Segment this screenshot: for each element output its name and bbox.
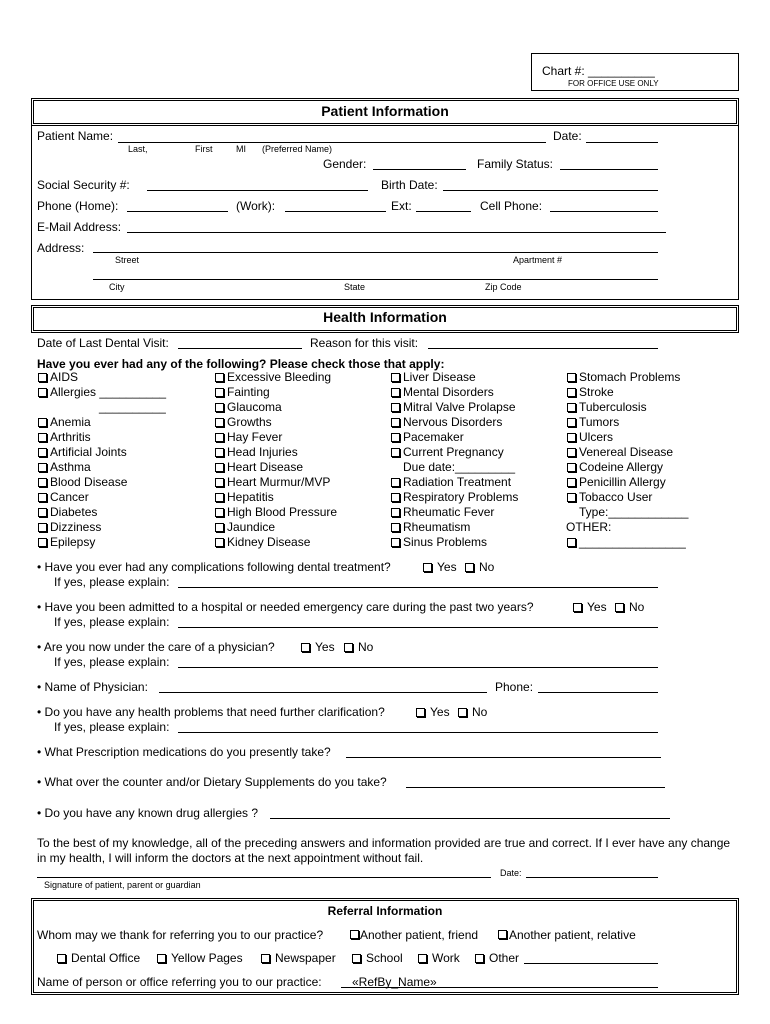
health-problems-explain-field[interactable] [178,732,658,733]
drug-allergies-field[interactable] [270,818,670,819]
checkbox-icon [391,493,400,502]
hospital-yes-label: Yes [587,600,607,614]
condition-diabetes[interactable]: Diabetes [37,505,166,520]
referral-relative-checkbox[interactable] [498,930,507,939]
checkbox-icon [215,373,224,382]
condition-glaucoma[interactable]: Glaucoma [214,400,337,415]
sub-last: Last, [128,144,148,154]
checkbox-icon [567,373,576,382]
checkbox-icon [38,418,47,427]
checkbox-icon [38,508,47,517]
condition-anemia[interactable]: Anemia [37,415,166,430]
birth-date-field[interactable] [443,190,658,191]
physician-care-yes-checkbox[interactable] [301,643,310,652]
reason-field[interactable] [428,348,658,349]
condition-fainting[interactable]: Fainting [214,385,337,400]
conditions-col-4 [566,370,688,550]
statement-text: To the best of my knowledge, all of the preceding answers and information provided are true and correct. If I ever have any change in my health, I will inform the doctors at the next appointment without fail. [37,836,731,865]
physician-name-field[interactable] [159,692,487,693]
condition-tuberculosis[interactable]: Tuberculosis [566,400,688,415]
condition-other[interactable]: ________________ [566,535,688,550]
complications-no-label: No [479,560,495,574]
complications-yes-checkbox[interactable] [423,563,432,572]
sub-city: City [109,282,125,292]
condition-jaundice[interactable]: Jaundice [214,520,337,535]
health-problems-yes-label: Yes [430,705,450,719]
referral-work-label: Work [432,951,460,965]
other-label: OTHER: [566,520,612,534]
date-field[interactable] [586,142,658,143]
complications-no-checkbox[interactable] [465,563,474,572]
checkbox-icon [38,448,47,457]
checkbox-icon [215,418,224,427]
checkbox-icon [215,523,224,532]
sub-mi: MI [236,144,246,154]
referral-yellow-pages-label: Yellow Pages [171,951,243,965]
referral-school-label: School [366,951,403,965]
referral-title: Referral Information [327,904,443,918]
patient-info-title: Patient Information [321,103,449,119]
signature-label: Signature of patient, parent or guardian [44,880,201,890]
cell-field[interactable] [550,211,658,212]
sub-preferred: (Preferred Name) [262,144,333,154]
referral-person-label: Name of person or office referring you to our practice: [37,975,322,989]
ssn-label: Social Security #: [37,178,130,192]
condition-rheumatism[interactable]: Rheumatism [390,520,518,535]
checkbox-icon [391,508,400,517]
complications-explain-label: If yes, please explain: [54,575,170,589]
sub-state: State [344,282,366,292]
physician-phone-field[interactable] [538,692,658,693]
q-health-problems: • Do you have any health problems that need further clarification? [37,705,385,719]
office-use-note: FOR OFFICE USE ONLY [568,79,659,88]
sig-date-label: Date: [500,868,522,878]
checkbox-icon [215,433,224,442]
condition-kidney-disease[interactable]: Kidney Disease [214,535,337,550]
referral-relative-label: Another patient, relative [509,928,636,942]
checkbox-icon [391,433,400,442]
referral-person-value[interactable]: «RefBy_Name» [352,975,437,989]
hospital-no-label: No [629,600,645,614]
condition-radiation-treatment[interactable]: Radiation Treatment [390,475,518,490]
otc-field[interactable] [406,787,665,788]
condition-blood-disease[interactable]: Blood Disease [37,475,166,490]
checkbox-icon [567,478,576,487]
checkbox-icon [567,403,576,412]
checkbox-icon [567,388,576,397]
condition-pacemaker[interactable]: Pacemaker [390,430,518,445]
work-phone-field[interactable] [285,211,386,212]
condition-stomach-problems[interactable]: Stomach Problems [566,370,688,385]
gender-label: Gender: [323,157,367,171]
condition-epilepsy[interactable]: Epilepsy [37,535,166,550]
checkbox-icon [38,523,47,532]
q-physician-name: • Name of Physician: [37,680,148,694]
condition-respiratory-problems[interactable]: Respiratory Problems [390,490,518,505]
condition-liver-disease[interactable]: Liver Disease [390,370,518,385]
last-visit-label: Date of Last Dental Visit: [37,336,169,350]
condition-nervous-disorders[interactable]: Nervous Disorders [390,415,518,430]
q-complications: • Have you ever had any complications following dental treatment? [37,560,391,574]
street-field[interactable] [93,252,658,253]
referral-other-label: Other [489,951,520,965]
checkbox-icon [391,478,400,487]
prescription-field[interactable] [346,757,661,758]
condition-sinus-problems[interactable]: Sinus Problems [390,535,518,550]
hospital-explain-label: If yes, please explain: [54,615,170,629]
condition-artificial-joints[interactable]: Artificial Joints [37,445,166,460]
ext-label: Ext: [391,199,412,213]
physician-care-yes-label: Yes [315,640,335,654]
checkbox-icon [215,448,224,457]
condition-heart-disease[interactable]: Heart Disease [214,460,337,475]
physician-care-no-label: No [358,640,374,654]
sig-date-field[interactable] [526,877,658,878]
checkbox-icon [391,523,400,532]
hospital-yes-checkbox[interactable] [573,603,582,612]
condition-dizziness[interactable]: Dizziness [37,520,166,535]
checkbox-icon [38,493,47,502]
chart-number-label: Chart #: __________ [542,64,655,78]
health-problems-no-checkbox[interactable] [458,708,467,717]
complications-yes-label: Yes [437,560,457,574]
physician-care-explain-field[interactable] [178,667,658,668]
referral-work-checkbox[interactable] [418,954,427,963]
condition-asthma[interactable]: Asthma [37,460,166,475]
condition-cancer[interactable]: Cancer [37,490,166,505]
referral-dental-office-checkbox[interactable] [57,954,66,963]
condition-growths[interactable]: Growths [214,415,337,430]
checkbox-icon [391,403,400,412]
referral-other-field[interactable] [524,963,658,964]
condition-allergies[interactable]: Allergies __________ [37,385,166,400]
referral-school-checkbox[interactable] [352,954,361,963]
checkbox-icon [215,388,224,397]
email-field[interactable] [127,232,666,233]
sub-first: First [195,144,213,154]
checkbox-icon [38,433,47,442]
condition-penicillin-allergy[interactable]: Penicillin Allergy [566,475,688,490]
referral-dental-office-label: Dental Office [71,951,141,965]
checkbox-icon [38,388,47,397]
condition-tumors[interactable]: Tumors [566,415,688,430]
checkbox-icon [567,493,576,502]
reason-label: Reason for this visit: [310,336,419,350]
physician-care-explain-label: If yes, please explain: [54,655,170,669]
checkbox-icon [215,538,224,547]
checkbox-icon [391,373,400,382]
condition-aids[interactable]: AIDS [37,370,166,385]
referral-other-checkbox[interactable] [475,954,484,963]
health-info-title: Health Information [323,309,447,325]
q-otc: • What over the counter and/or Dietary Supplements do you take? [37,775,387,789]
sub-street: Street [115,255,140,265]
allergies-extra-line[interactable]: __________ [99,400,166,414]
conditions-col-1 [37,370,166,550]
health-problems-explain-label: If yes, please explain: [54,720,170,734]
checkbox-icon [391,538,400,547]
physician-phone-label: Phone: [495,680,534,694]
health-problems-yes-checkbox[interactable] [416,708,425,717]
checkbox-icon [567,463,576,472]
conditions-col-2 [214,370,337,550]
q-hospital: • Have you been admitted to a hospital or needed emergency care during the past two years? [37,600,534,614]
referral-newspaper-checkbox[interactable] [261,954,270,963]
last-visit-field[interactable] [178,348,302,349]
checkbox-icon [215,463,224,472]
work-label: (Work): [236,199,276,213]
phone-home-field[interactable] [127,211,228,212]
checkbox-icon [38,373,47,382]
q-prescription: • What Prescription medications do you presently take? [37,745,331,759]
gender-field[interactable] [373,169,466,170]
ext-field[interactable] [416,211,471,212]
checkbox-icon [38,463,47,472]
conditions-col-3 [390,370,518,550]
date-label: Date: [553,129,582,143]
ssn-field[interactable] [147,190,368,191]
checkbox-icon [567,433,576,442]
condition-arthritis[interactable]: Arthritis [37,430,166,445]
due-date-field[interactable]: Due date:_________ [403,460,516,474]
condition-excessive-bleeding[interactable]: Excessive Bleeding [214,370,337,385]
referral-friend-checkbox[interactable] [350,930,359,939]
sub-apartment: Apartment # [513,255,563,265]
sub-zip: Zip Code [485,282,522,292]
referral-newspaper-label: Newspaper [275,951,336,965]
hospital-no-checkbox[interactable] [615,603,624,612]
family-status-label: Family Status: [477,157,554,171]
condition-head-injuries[interactable]: Head Injuries [214,445,337,460]
tobacco-type-field[interactable]: Type:____________ [579,505,689,519]
checkbox-icon [391,388,400,397]
q-drug-allergies: • Do you have any known drug allergies ? [37,806,258,820]
condition-hay-fever[interactable]: Hay Fever [214,430,337,445]
address-label: Address: [37,241,85,255]
patient-name-label: Patient Name: [37,129,114,143]
checkbox-icon [567,538,576,547]
checkbox-icon [38,538,47,547]
city-state-zip-field[interactable] [93,279,658,280]
condition-current-pregnancy[interactable]: Current Pregnancy [390,445,518,460]
email-label: E-Mail Address: [37,220,122,234]
complications-explain-field[interactable] [178,587,658,588]
family-status-field[interactable] [560,169,658,170]
checkbox-icon [215,478,224,487]
checkbox-icon [38,478,47,487]
hospital-explain-field[interactable] [178,627,658,628]
condition-tobacco-user[interactable]: Tobacco User [566,490,688,505]
checkbox-icon [391,448,400,457]
checkbox-icon [567,448,576,457]
checkbox-icon [391,418,400,427]
checkbox-icon [215,508,224,517]
checkbox-icon [215,403,224,412]
condition-rheumatic-fever[interactable]: Rheumatic Fever [390,505,518,520]
health-problems-no-label: No [472,705,488,719]
condition-stroke[interactable]: Stroke [566,385,688,400]
cell-label: Cell Phone: [480,199,543,213]
patient-name-field[interactable] [118,142,546,143]
q-physician-care: • Are you now under the care of a physician? [37,640,275,654]
physician-care-no-checkbox[interactable] [344,643,353,652]
condition-venereal-disease[interactable]: Venereal Disease [566,445,688,460]
birth-date-label: Birth Date: [381,178,438,192]
condition-high-blood-pressure[interactable]: High Blood Pressure [214,505,337,520]
signature-field[interactable] [37,877,491,878]
condition-ulcers[interactable]: Ulcers [566,430,688,445]
checkbox-icon [567,418,576,427]
phone-home-label: Phone (Home): [37,199,119,213]
referral-friend-label: Another patient, friend [360,928,479,942]
referral-whom-label: Whom may we thank for referring you to our practice? [37,928,324,942]
conditions-question: Have you ever had any of the following? Please check those that apply: [37,357,445,371]
condition-hepatitis[interactable]: Hepatitis [214,490,337,505]
condition-heart-murmur[interactable]: Heart Murmur/MVP [214,475,337,490]
referral-yellow-pages-checkbox[interactable] [157,954,166,963]
condition-mental-disorders[interactable]: Mental Disorders [390,385,518,400]
condition-codeine-allergy[interactable]: Codeine Allergy [566,460,688,475]
patient-info-section [31,98,739,300]
condition-mitral-valve-prolapse[interactable]: Mitral Valve Prolapse [390,400,518,415]
checkbox-icon [215,493,224,502]
